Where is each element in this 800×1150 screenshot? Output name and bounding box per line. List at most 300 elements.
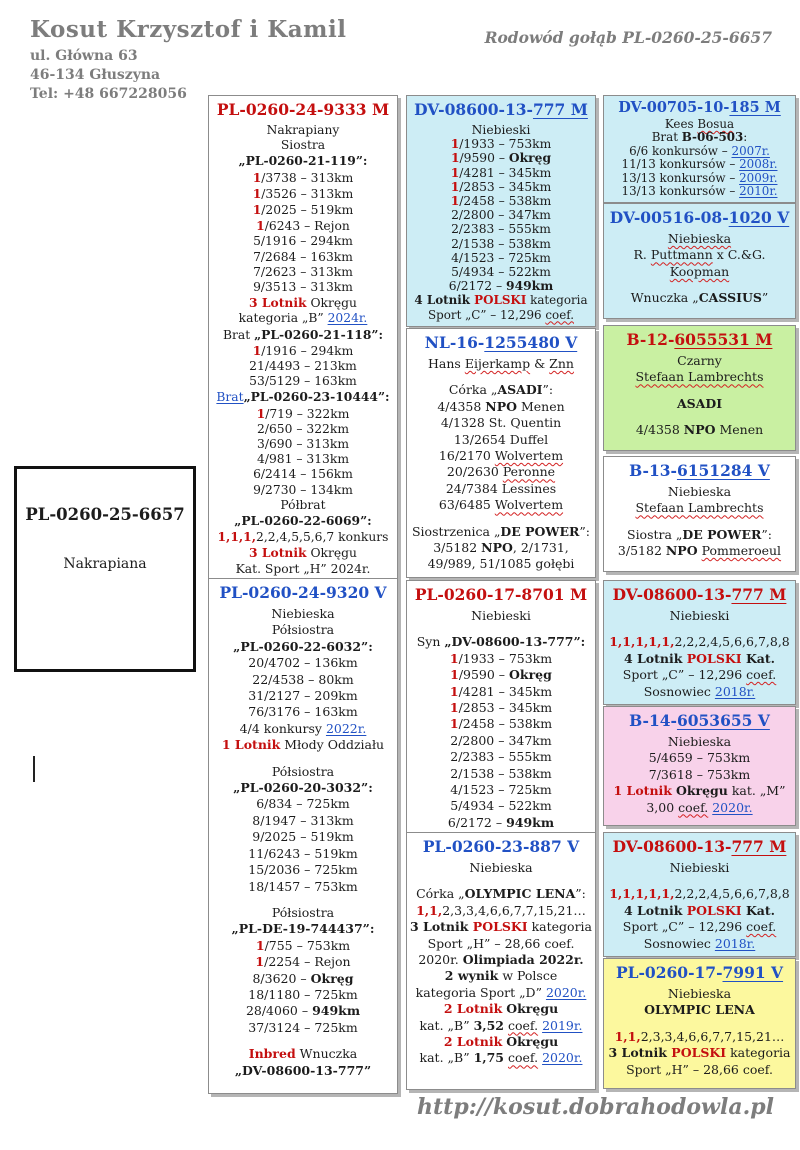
pedigree-line [409, 903, 593, 919]
text-span: DE POWER [500, 523, 580, 539]
text-span: Wolvertem [494, 497, 564, 513]
pedigree-line [211, 295, 395, 311]
pedigree-line [409, 180, 593, 194]
text-span: Córka „ [416, 886, 465, 902]
text-span: Sport „H” – 28,66 coef. [427, 935, 575, 951]
text-span: , 2/1731, [512, 540, 569, 556]
pedigree-line [409, 716, 593, 732]
text-span: Okręg [310, 970, 354, 986]
text-span: Peronne [502, 464, 556, 480]
text-span: kategoria [526, 293, 588, 308]
text-span: B-14- [629, 711, 677, 730]
pedigree-line [409, 166, 593, 180]
text-span: 3 Lotnik [409, 919, 473, 935]
text-span: 2,2,2,4,5,6,6,7,8,8 [674, 634, 790, 650]
ring-number [409, 332, 593, 356]
text-span: 2022r. [325, 720, 367, 736]
text-span: 6/2414 – 156km [253, 467, 353, 482]
text-span: 28/4060 – [245, 1003, 313, 1019]
pedigree-box-ff-grandfather [406, 95, 596, 327]
pedigree-line [409, 1018, 593, 1034]
text-span: kategoria [726, 1045, 791, 1061]
text-span: Siostrzenica „ [411, 523, 501, 539]
subject-color-name: Nakrapiana [63, 556, 147, 572]
pedigree-line [211, 688, 395, 704]
pedigree-line [409, 700, 593, 716]
text-span: 3 Lotnik [249, 545, 307, 561]
text-span: Nakrapiany [266, 123, 340, 137]
ring-number [409, 836, 593, 860]
pedigree-line [409, 514, 593, 524]
text-span: 1 [449, 716, 459, 732]
pedigree-line [606, 1019, 793, 1029]
pedigree-line [606, 231, 793, 247]
text-span: 2/650 – 322km [257, 421, 349, 436]
text-span: Inbred [248, 1046, 296, 1062]
text-span: 1 [450, 667, 459, 683]
pedigree-line [409, 1001, 593, 1017]
pedigree-line [409, 222, 593, 236]
pedigree-line [409, 886, 593, 902]
ring-number [606, 329, 793, 353]
pedigree-line [409, 237, 593, 251]
text-span: Menen [517, 398, 565, 414]
pedigree-line [409, 265, 593, 279]
text-span: coef. [508, 1017, 539, 1033]
text-span: NPO [481, 540, 513, 556]
pedigree-line [211, 123, 395, 138]
text-span: /3526 – 313km [261, 186, 354, 201]
pedigree-line [211, 498, 395, 513]
text-span: Kat. [741, 902, 776, 918]
pedigree-line [211, 639, 395, 655]
pedigree-line [211, 545, 395, 561]
text-span: Brat [651, 130, 682, 145]
text-span: 1 [450, 164, 460, 180]
text-span: „PL-0260-23-10444”: [243, 389, 390, 405]
pedigree-line [409, 497, 593, 513]
pedigree-line [606, 986, 793, 1002]
text-span: : [743, 130, 748, 145]
text-span: 4 Lotnik [623, 902, 687, 918]
text-span: 9/2025 – 519km [252, 829, 354, 845]
text-span: Młody Oddziału [280, 737, 385, 753]
text-span: 2,3,3,4,6,6,7,7,15,21… [442, 902, 586, 918]
text-span: B-13- [629, 461, 677, 480]
text-span: Okręg [508, 150, 552, 166]
pedigree-box-ggm-4 [603, 958, 796, 1089]
text-span: ” [761, 290, 769, 306]
text-span: CASSIUS [698, 290, 762, 306]
text-span: 4 Lotnik [623, 650, 687, 666]
text-span: Niebieska [469, 860, 533, 875]
subject-ring-number: PL-0260-25-6657 [25, 505, 185, 524]
pedigree-line [606, 386, 793, 396]
text-span: 4/1328 St. Quentin [440, 415, 562, 431]
text-span: ASADI [676, 395, 723, 411]
text-span: coef. [545, 307, 574, 322]
text-span: 9/2730 – 134km [253, 482, 353, 497]
pedigree-line [409, 208, 593, 222]
pedigree-line [211, 1020, 395, 1036]
text-span: 1 [449, 650, 459, 666]
pedigree-line [606, 280, 793, 290]
text-span: 7/3618 – 753km [648, 766, 751, 782]
text-span: /2254 – Rejon [264, 954, 351, 970]
pedigree-line [211, 780, 395, 796]
text-span: 22/4538 – 80km [252, 671, 354, 687]
text-span: Stefaan Lambrechts [635, 369, 764, 385]
text-span: 3/5182 [617, 543, 666, 559]
text-span: 2/2383 – 555km [450, 749, 552, 765]
pedigree-line [606, 484, 793, 500]
pedigree-line [409, 782, 593, 798]
pedigree-line [211, 389, 395, 405]
pedigree-line [211, 280, 395, 295]
text-span: Sport „C” – 12,296 [622, 667, 747, 683]
pedigree-line [606, 517, 793, 527]
text-span: Znn [549, 356, 574, 371]
pedigree-line [211, 343, 395, 359]
text-span: 3/5182 [433, 540, 482, 556]
text-span: 2008r. [739, 157, 778, 172]
text-span: 18/1457 – 753km [248, 878, 358, 894]
text-span: Sosnowiec [643, 935, 715, 951]
text-span: Koopman [669, 263, 730, 279]
text-span: 20/4702 – 136km [248, 655, 358, 671]
pedigree-line [211, 562, 395, 577]
text-span: 6055531 M [674, 330, 773, 349]
pedigree-line [606, 767, 793, 783]
pedigree-box-ggm-2 [603, 456, 796, 572]
pedigree-line [606, 422, 793, 438]
text-span: Sosnowiec [643, 683, 715, 699]
text-span: /4281 – 345km [458, 683, 553, 699]
text-span: Czarny [677, 353, 722, 368]
pedigree-box-mm-grandmother [406, 832, 596, 1090]
pedigree-line [606, 369, 793, 385]
text-span: POLSKI [472, 919, 528, 935]
text-span: /755 – 753km [264, 937, 351, 953]
text-span: Okręg [509, 667, 552, 683]
pedigree-box-ggf-4 [603, 832, 796, 957]
text-span: coef. [508, 1050, 539, 1066]
pedigree-line [409, 1034, 593, 1050]
text-span: PL-0260-24-9320 V [219, 583, 387, 602]
pedigree-line [409, 936, 593, 952]
text-span: 1,75 [473, 1050, 505, 1066]
text-span: 7991 V [722, 963, 784, 982]
text-span: Niebieski [471, 123, 531, 137]
text-span: 2,3,3,4,6,6,7,7,15,21… [640, 1028, 785, 1044]
breeder-phone: Tel: +48 667228056 [30, 86, 187, 102]
text-span: 1 [449, 683, 459, 699]
pedigree-box-mother [208, 578, 398, 1094]
pedigree-line [606, 624, 793, 634]
pedigree-line [211, 359, 395, 374]
text-span: Niebieska [667, 231, 732, 246]
ring-number [606, 99, 793, 118]
pedigree-line [409, 798, 593, 814]
text-span: 6/834 – 725km [256, 796, 350, 812]
breeder-address-line1: ul. Główna 63 [30, 48, 138, 64]
text-span: 777 M [731, 837, 787, 856]
text-span: 777 M [731, 585, 787, 604]
text-span: 9/3513 – 313km [253, 280, 353, 295]
text-span: Wolvertem [494, 448, 564, 464]
text-span: 31/2127 – 209km [248, 688, 358, 704]
pedigree-line [211, 938, 395, 954]
text-span: kategoria Sport „D” [415, 984, 546, 1000]
text-span: /2025 – 519km [261, 203, 354, 218]
pedigree-line [409, 372, 593, 382]
text-span: Półsiostra [271, 904, 335, 920]
text-span: Półbrat [280, 497, 326, 512]
website-url: http://kosut.dobrahodowla.pl [417, 1094, 774, 1120]
text-span: 11/6243 – 519km [248, 845, 358, 861]
ring-number [606, 962, 793, 986]
pedigree-line [606, 734, 793, 750]
text-span: 16/2170 [438, 448, 495, 464]
text-span: „PL-0260-21-118”: [254, 326, 383, 342]
pedigree-line [606, 118, 793, 131]
pedigree-line [606, 412, 793, 422]
pedigree-line [606, 750, 793, 766]
text-span: 4/4358 [635, 422, 684, 438]
ring-number [211, 582, 395, 606]
text-span: coef. [678, 799, 709, 815]
text-span: 2020r. [712, 799, 753, 815]
ring-number [606, 836, 793, 860]
text-span: 1,1, [614, 1028, 641, 1044]
pedigree-line [211, 1046, 395, 1062]
text-span: /1916 – 294km [261, 343, 354, 358]
text-span: „PL-0260-22-6032”: [233, 638, 373, 654]
text-span: 4/981 – 313km [257, 452, 349, 467]
pedigree-line [409, 293, 593, 307]
pedigree-line [409, 684, 593, 700]
pedigree-line [409, 815, 593, 831]
pedigree-line [211, 437, 395, 452]
pedigree-line [211, 764, 395, 780]
text-span: 4/4 konkursy [239, 720, 326, 736]
pedigree-line [409, 919, 593, 935]
text-span: 2 Lotnik [443, 1034, 503, 1050]
pedigree-line [606, 919, 793, 935]
text-span: 63/6485 [438, 497, 495, 513]
pedigree-line [606, 543, 793, 559]
pedigree-line [211, 234, 395, 249]
text-span: PL-0260-17- [615, 963, 723, 982]
text-span: POLSKI [686, 650, 742, 666]
text-span: /1933 – 753km [458, 650, 553, 666]
text-span: ASADI [497, 382, 543, 398]
text-span: Okręgu [506, 1001, 559, 1017]
pedigree-line [409, 860, 593, 876]
pedigree-line [606, 185, 793, 198]
text-span: /4281 – 345km [459, 165, 552, 180]
pedigree-line [606, 527, 793, 543]
text-span: 2020r. [542, 1050, 583, 1066]
pedigree-line [409, 634, 593, 650]
text-span: 13/2654 Duffel [453, 431, 549, 447]
text-span: Wnuczka [295, 1046, 358, 1062]
pedigree-line [211, 879, 395, 895]
pedigree-box-mf-grandfather [406, 580, 596, 836]
text-span: 2 wynik [444, 968, 499, 984]
pedigree-line [211, 704, 395, 720]
pedigree-line [409, 251, 593, 265]
pedigree-line [606, 903, 793, 919]
pedigree-line [211, 202, 395, 218]
pedigree-line [211, 218, 395, 234]
text-span: 6/2172 – [447, 814, 507, 830]
text-span: 21/4493 – 213km [249, 359, 357, 374]
text-span: 2/2800 – 347km [451, 208, 551, 223]
text-span: Syn [416, 634, 445, 650]
pedigree-line [606, 131, 793, 144]
text-span: PL-0260-24-9333 M [216, 100, 390, 119]
pedigree-box-ggm-3 [603, 706, 796, 826]
text-span: Wnuczka „ [630, 290, 699, 306]
text-span: 3/690 – 313km [257, 437, 349, 452]
pedigree-line [211, 452, 395, 467]
pedigree-line [211, 672, 395, 688]
pedigree-line [606, 145, 793, 158]
pedigree-line [606, 500, 793, 516]
text-span: 1 [450, 136, 460, 152]
text-span: DV-08600-13- [612, 585, 732, 604]
text-span: 4/1523 – 725km [451, 250, 551, 265]
text-span: 7/2684 – 163km [253, 249, 353, 264]
text-span: 1 [252, 185, 262, 201]
text-span: Półsiostra [271, 763, 335, 779]
text-span: NL-16- [424, 333, 485, 352]
text-span: 8/3620 – [252, 970, 311, 986]
pedigree-line [211, 529, 395, 545]
pedigree-line [606, 290, 793, 306]
text-span: PL-0260-23-887 V [422, 837, 580, 856]
pedigree-line [211, 186, 395, 202]
ring-number [409, 584, 593, 608]
pedigree-line [409, 382, 593, 398]
pedigree-line [211, 622, 395, 638]
pedigree-box-ggm-1 [603, 203, 796, 319]
pedigree-line [211, 606, 395, 622]
pedigree-line [211, 846, 395, 862]
text-span: kat. „M” [727, 783, 786, 799]
pedigree-line [211, 1063, 395, 1079]
pedigree-line [409, 137, 593, 151]
text-span: 1 [450, 150, 460, 166]
text-span: ”: [542, 382, 554, 398]
text-span: 949km [506, 278, 554, 294]
pedigree-line [211, 921, 395, 937]
text-span: Niebieski [669, 860, 730, 875]
document-title: Rodowód gołąb PL-0260-25-6657 [484, 28, 772, 47]
text-span: 1255480 V [484, 333, 578, 352]
pedigree-line [211, 721, 395, 737]
text-span: 8/1947 – 313km [252, 812, 354, 828]
text-span: /719 – 322km [265, 406, 350, 421]
pedigree-line [409, 415, 593, 431]
text-span: Kat. Sport „H” 2024r. [235, 561, 371, 576]
text-span: 4/1523 – 725km [450, 782, 552, 798]
pedigree-line [606, 684, 793, 700]
text-cursor [33, 756, 35, 782]
text-span: kategoria [527, 919, 592, 935]
text-span: 6/2172 – [448, 279, 507, 294]
pedigree-line [211, 987, 395, 1003]
text-span: 1 [252, 169, 262, 185]
text-span: 53/5129 – 163km [249, 374, 357, 389]
ring-number [606, 460, 793, 484]
text-span: OLYMPIC LENA [464, 886, 576, 902]
pedigree-line [211, 467, 395, 482]
text-span: ”: [575, 886, 586, 902]
text-span: Sport „C” – 12,296 [622, 919, 747, 935]
text-span: 2/2383 – 555km [451, 222, 551, 237]
text-span: 1 [252, 202, 262, 218]
pedigree-line [606, 247, 793, 263]
pedigree-line [211, 971, 395, 987]
text-span: kategoria „B” [238, 311, 328, 326]
text-span: Niebieska [667, 734, 732, 749]
text-span: 4/4358 [437, 398, 486, 414]
text-span: x C.&G. [712, 247, 766, 263]
subject-box [14, 466, 196, 672]
text-span: 777 M [532, 100, 588, 119]
pedigree-line [409, 608, 593, 624]
text-span: 5/4934 – 522km [450, 798, 552, 814]
text-span: 1020 V [728, 208, 790, 227]
text-span: 4 Lotnik [414, 293, 475, 308]
pedigree-line [211, 138, 395, 153]
text-span: 15/2036 – 725km [248, 862, 358, 878]
pedigree-line [606, 800, 793, 816]
text-span: DV-08600-13- [414, 100, 533, 119]
text-span: Menen [715, 422, 764, 438]
text-span: 13/13 konkursów – [621, 184, 740, 199]
text-span: Niebieska [667, 986, 732, 1001]
text-span: /2853 – 345km [458, 700, 553, 716]
text-span: 1 [255, 954, 265, 970]
pedigree-line [211, 796, 395, 812]
pedigree-line [409, 667, 593, 683]
pedigree-line [409, 151, 593, 165]
text-span: coef. [746, 919, 777, 935]
text-span: „PL-0260-21-119”: [238, 153, 368, 169]
breeder-address-line2: 46-134 Głuszyna [30, 67, 161, 83]
ring-number [606, 710, 793, 734]
pedigree-box-father [208, 95, 398, 582]
text-span: 5/1916 – 294km [253, 234, 353, 249]
text-span: 1 [252, 342, 262, 358]
pedigree-line [211, 737, 395, 753]
pedigree-line [211, 1036, 395, 1046]
text-span: Sport „H” – 28,66 coef. [626, 1061, 773, 1077]
pedigree-line [606, 1062, 793, 1078]
text-span: 185 M [729, 99, 781, 116]
ring-number [409, 99, 593, 123]
pedigree-box-ggf-2 [603, 325, 796, 451]
pedigree-line [409, 194, 593, 208]
pedigree-line [606, 783, 793, 799]
text-span: 3 Lotnik [608, 1045, 672, 1061]
text-span: Stefaan Lambrechts [635, 500, 764, 516]
text-span: 2010r. [739, 184, 778, 199]
ring-number [606, 584, 793, 608]
